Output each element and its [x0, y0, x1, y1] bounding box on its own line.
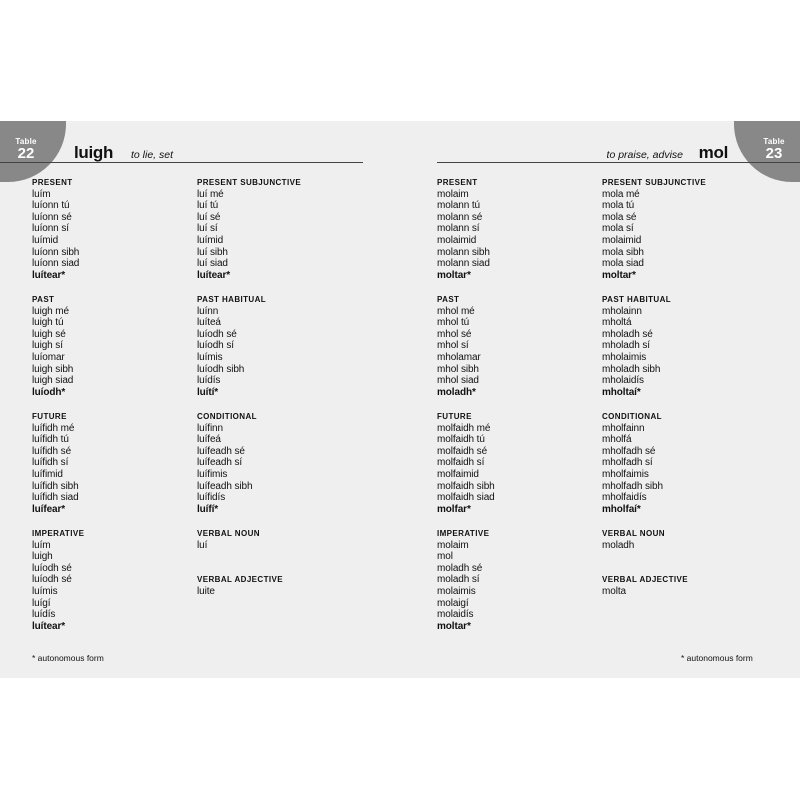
- tense-section: [602, 177, 762, 294]
- tense-title: CONDITIONAL: [602, 412, 662, 421]
- header-rule-left: [0, 162, 363, 163]
- verb-form: molfaidh sí: [437, 457, 485, 469]
- autonomous-form: mholtaí*: [602, 386, 641, 398]
- autonomous-form: luítear*: [32, 620, 66, 632]
- verb-form: mola tú: [602, 200, 635, 212]
- tense-section: [602, 411, 762, 528]
- verb-form: mholaimis: [602, 351, 647, 363]
- verb-form: mhol sibh: [437, 363, 479, 375]
- autonomous-form: luífear*: [32, 503, 66, 515]
- tense-title: PRESENT SUBJUNCTIVE: [602, 178, 707, 187]
- verb-form: luífidh sí: [32, 457, 69, 469]
- verb-form: luigh sibh: [32, 363, 74, 375]
- verb-form: luím: [32, 539, 51, 551]
- verb-form: luífeadh sibh: [197, 480, 253, 492]
- tense-section: [32, 411, 192, 528]
- verb-form: luífeadh sí: [197, 457, 243, 469]
- tense-title: IMPERATIVE: [32, 529, 85, 538]
- verb-form: mholamar: [437, 351, 481, 363]
- tense-title: VERBAL NOUN: [197, 529, 260, 538]
- verb-form: molfaidh tú: [437, 434, 485, 446]
- autonomous-form: moltar*: [602, 269, 636, 281]
- verb-form: molfaidh sibh: [437, 480, 495, 492]
- tense-section: [32, 528, 192, 645]
- verb-form: luigh sí: [32, 340, 63, 352]
- table-tab-number: 22: [17, 145, 35, 162]
- verb-form: luídís: [197, 375, 221, 387]
- verb-form: luí tú: [197, 200, 219, 212]
- verb-form: luí mé: [197, 188, 224, 200]
- verb-meaning-left: to lie, set: [131, 149, 174, 161]
- tense-section: [32, 294, 192, 411]
- verb-form: molann sí: [437, 223, 480, 235]
- conjugation-column: [437, 177, 597, 645]
- verb-form: mholtá: [602, 317, 632, 329]
- autonomous-form: molfar*: [437, 503, 471, 515]
- verb-form: mholfadh sí: [602, 457, 653, 469]
- verb-form: molfaidh sé: [437, 445, 488, 457]
- verb-form: luífidh mé: [32, 422, 75, 434]
- verb-form: molaimid: [437, 234, 477, 246]
- verb-form: luím: [32, 188, 51, 200]
- verb-form: luímid: [32, 234, 59, 246]
- tense-title: PRESENT: [437, 178, 478, 187]
- verb-form: luífinn: [197, 422, 223, 434]
- verb-form: luímid: [197, 234, 224, 246]
- verb-form: mholaidís: [602, 375, 644, 387]
- verb-form: luíomar: [32, 351, 65, 363]
- tense-section: [197, 528, 357, 574]
- autonomous-form: moltar*: [437, 620, 471, 632]
- tense-title: PRESENT SUBJUNCTIVE: [197, 178, 302, 187]
- footnote-right: * autonomous form: [681, 653, 753, 663]
- verb-form: mola sé: [602, 211, 637, 223]
- verb-form: luímis: [197, 351, 223, 363]
- verb-form: molann siad: [437, 258, 490, 270]
- table-tab-word: Table: [15, 137, 37, 146]
- verb-form: luite: [197, 585, 215, 597]
- conjugation-column: [602, 177, 762, 620]
- verb-form: luigh mé: [32, 305, 69, 317]
- table-tab-right: [734, 121, 800, 182]
- tense-title: PAST: [32, 295, 55, 304]
- verb-form: mhol sí: [437, 340, 469, 352]
- tense-title: VERBAL NOUN: [602, 529, 665, 538]
- verb-form: luigh sé: [32, 328, 66, 340]
- verb-form: luí sé: [197, 211, 221, 223]
- footnote-left: * autonomous form: [32, 653, 104, 663]
- verb-form: mola mé: [602, 188, 640, 200]
- verb-form: luífimid: [32, 468, 63, 480]
- verb-form: mola sibh: [602, 246, 644, 258]
- verb-form: mholadh sé: [602, 328, 653, 340]
- verb-form: molann sé: [437, 211, 483, 223]
- tense-title: VERBAL ADJECTIVE: [602, 575, 688, 584]
- tense-section: [437, 177, 597, 294]
- verb-form: luígí: [32, 597, 51, 609]
- verb-form: luífeadh sé: [197, 445, 245, 457]
- verb-form: molfaidh siad: [437, 492, 495, 504]
- tense-section: [437, 528, 597, 645]
- verb-form: mhol mé: [437, 305, 475, 317]
- verb-form: luíodh sé: [197, 328, 237, 340]
- verb-form: mholadh sibh: [602, 363, 661, 375]
- tense-section: [197, 411, 357, 528]
- book-spread: [0, 121, 800, 678]
- tense-section: [602, 574, 762, 620]
- verb-form: luíonn sí: [32, 223, 69, 235]
- verb-form: mholfainn: [602, 422, 645, 434]
- verb-form: moladh: [602, 539, 635, 551]
- verb-form: mola sí: [602, 223, 634, 235]
- header-rule-right: [437, 162, 800, 163]
- tense-title: FUTURE: [437, 412, 472, 421]
- autonomous-form: moladh*: [437, 386, 476, 398]
- verb-form: luigh siad: [32, 375, 74, 387]
- verb-title-right: mol: [698, 143, 728, 162]
- verb-form: molaidís: [437, 609, 474, 621]
- verb-form: luí: [197, 539, 208, 551]
- verb-form: molta: [602, 585, 626, 597]
- verb-form: luí sí: [197, 223, 218, 235]
- tense-section: [32, 177, 192, 294]
- verb-form: mholainn: [602, 305, 642, 317]
- verb-form: luífidís: [197, 492, 226, 504]
- verb-meaning-right: to praise, advise: [606, 149, 683, 161]
- verb-form: moladh sé: [437, 562, 483, 574]
- verb-form: molann tú: [437, 200, 481, 212]
- tense-title: PRESENT: [32, 178, 73, 187]
- verb-form: luífidh tú: [32, 434, 69, 446]
- verb-form: mhol tú: [437, 317, 470, 329]
- verb-form: luífidh siad: [32, 492, 79, 504]
- verb-form: molann sibh: [437, 246, 490, 258]
- verb-form: mholfadh sé: [602, 445, 656, 457]
- verb-form: luífidh sé: [32, 445, 72, 457]
- verb-form: molaim: [437, 539, 469, 551]
- verb-form: mholfaimis: [602, 468, 649, 480]
- tense-title: IMPERATIVE: [437, 529, 490, 538]
- verb-form: molaimis: [437, 585, 476, 597]
- verb-form: luínn: [197, 305, 219, 317]
- verb-form: mholfaidís: [602, 492, 647, 504]
- verb-form: mhol siad: [437, 375, 479, 387]
- verb-form: luífeá: [197, 434, 221, 446]
- verb-form: luíonn siad: [32, 258, 80, 270]
- verb-form: luíonn sé: [32, 211, 72, 223]
- tense-section: [437, 411, 597, 528]
- autonomous-form: luífí*: [197, 503, 219, 515]
- verb-form: molaimid: [602, 234, 642, 246]
- verb-form: luigh tú: [32, 317, 64, 329]
- verb-title-left: luigh: [74, 143, 114, 162]
- verb-form: luíodh sí: [197, 340, 234, 352]
- tense-section: [197, 574, 357, 620]
- verb-form: luíodh sé: [32, 562, 72, 574]
- verb-form: luíodh sibh: [197, 363, 245, 375]
- autonomous-form: luíodh*: [32, 386, 66, 398]
- verb-form: mhol sé: [437, 328, 472, 340]
- verb-form: luíodh sé: [32, 574, 72, 586]
- verb-form: mholadh sí: [602, 340, 650, 352]
- verb-form: molaim: [437, 188, 469, 200]
- verb-form: luímis: [32, 585, 58, 597]
- tense-title: VERBAL ADJECTIVE: [197, 575, 283, 584]
- autonomous-form: mholfaí*: [602, 503, 641, 515]
- tense-title: PAST: [437, 295, 460, 304]
- verb-form: moladh sí: [437, 574, 480, 586]
- tense-title: CONDITIONAL: [197, 412, 257, 421]
- verb-form: molfaidh mé: [437, 422, 491, 434]
- tense-title: FUTURE: [32, 412, 67, 421]
- autonomous-form: luítear*: [197, 269, 231, 281]
- tense-section: [197, 294, 357, 411]
- tense-section: [602, 294, 762, 411]
- verb-form: luífimis: [197, 468, 228, 480]
- verb-form: luídís: [32, 609, 56, 621]
- verb-form: luíonn tú: [32, 200, 70, 212]
- table-tab-word: Table: [763, 137, 785, 146]
- autonomous-form: luítí*: [197, 386, 219, 398]
- verb-form: luífidh sibh: [32, 480, 79, 492]
- tense-title: PAST HABITUAL: [602, 295, 672, 304]
- verb-form: molaigí: [437, 597, 469, 609]
- verb-form: molfaimid: [437, 468, 479, 480]
- verb-form: mholfá: [602, 434, 632, 446]
- verb-form: luíonn sibh: [32, 246, 80, 258]
- tense-section: [437, 294, 597, 411]
- verb-form: mholfadh sibh: [602, 480, 663, 492]
- conjugation-column: [197, 177, 357, 620]
- tense-section: [197, 177, 357, 294]
- verb-form: mola siad: [602, 258, 644, 270]
- autonomous-form: moltar*: [437, 269, 471, 281]
- tense-section: [602, 528, 762, 574]
- table-tab-left: [0, 121, 66, 182]
- verb-form: luíteá: [197, 317, 221, 329]
- verb-form: luigh: [32, 551, 53, 563]
- tense-title: PAST HABITUAL: [197, 295, 267, 304]
- verb-form: mol: [437, 551, 453, 563]
- verb-form: luí sibh: [197, 246, 228, 258]
- verb-form: luí siad: [197, 258, 228, 270]
- table-tab-number: 23: [765, 145, 783, 162]
- autonomous-form: luítear*: [32, 269, 66, 281]
- conjugation-column: [32, 177, 192, 645]
